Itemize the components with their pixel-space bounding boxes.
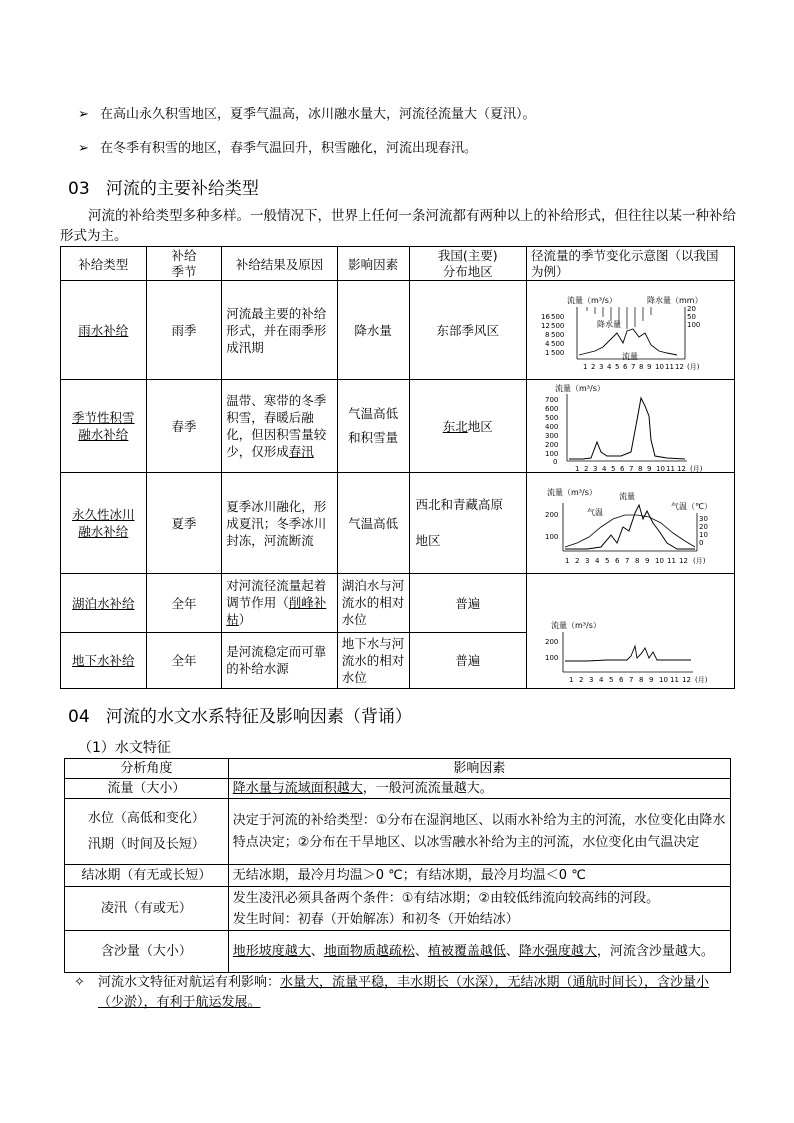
supply-type-cell: 永久性冰川 融水补给 — [61, 473, 147, 574]
svg-text:300: 300 — [544, 432, 559, 440]
svg-text:1: 1 — [582, 363, 588, 371]
svg-text:7: 7 — [628, 676, 634, 684]
svg-text:200: 200 — [544, 638, 559, 646]
svg-text:12: 12 — [681, 676, 691, 684]
factor-cell: 气温高低 — [337, 473, 409, 574]
table-row — [61, 574, 735, 633]
arrow-bullet-icon: ➢ — [78, 141, 89, 156]
result-cell: 对河流径流量起着调节作用（削峰补枯） — [222, 574, 338, 633]
svg-text:4: 4 — [598, 676, 604, 684]
svg-text:2: 2 — [590, 363, 596, 371]
factor-cell: 降水量 — [337, 281, 409, 380]
lake-groundwater-supply-chart — [527, 574, 734, 688]
svg-text:3: 3 — [592, 465, 598, 472]
header-cell: 分析角度 — [65, 759, 229, 779]
region-cell: 普遍 — [409, 574, 526, 633]
region-cell: 东北地区 — [409, 380, 526, 473]
series-label: 降水量 — [596, 320, 621, 329]
factor-cell: 发生凌汛必须具备两个条件：①有结冰期；②由较低纬流向较高纬的河段。 发生时间：初春（开始解冻）和初冬（开始结冰） — [228, 887, 730, 931]
subsection-title: （1）水文特征 — [78, 740, 171, 756]
svg-text:10: 10 — [654, 557, 664, 565]
snow-supply-chart — [527, 380, 734, 472]
table-header-row — [61, 247, 735, 281]
svg-text:10: 10 — [658, 676, 668, 684]
section-title-text: 河流的主要补给类型 — [105, 179, 259, 199]
angle-cell: 流量（大小） — [65, 779, 229, 799]
y-ticks — [545, 396, 558, 466]
result-cell: 温带、寒带的冬季积雪，春暖后融化，但因积雪量较少，仅形成春汛 — [222, 380, 338, 473]
svg-text:4: 4 — [606, 363, 612, 371]
svg-text:8: 8 — [637, 465, 643, 472]
header-cell: 影响因素 — [228, 759, 730, 779]
svg-text:(月): (月) — [694, 676, 708, 684]
svg-text:(月): (月) — [692, 557, 706, 565]
svg-text:12: 12 — [678, 557, 688, 565]
x-ticks — [575, 465, 703, 472]
factor-cell: 降水量与流域面积越大，一般河流流量越大。 — [228, 779, 730, 799]
svg-text:20: 20 — [686, 305, 696, 313]
supply-type-cell: 季节性积雪 融水补给 — [61, 380, 147, 473]
region-cell: 普遍 — [409, 632, 526, 689]
table-row — [61, 473, 735, 574]
table-header-row — [65, 759, 731, 779]
svg-text:11: 11 — [665, 465, 675, 472]
series2-label: 气温 — [586, 508, 603, 517]
glacier-supply-chart — [527, 473, 734, 573]
angle-cell: 水位（高低和变化） 汛期（时间及长短） — [65, 799, 229, 865]
result-cell: 是河流稳定而可靠的补给水源 — [222, 632, 338, 689]
table-row — [65, 931, 731, 973]
svg-text:100: 100 — [686, 321, 701, 329]
svg-text:700: 700 — [544, 396, 559, 404]
svg-text:2: 2 — [578, 676, 584, 684]
svg-text:2: 2 — [583, 465, 589, 472]
svg-text:3: 3 — [584, 557, 590, 565]
glacier-temp-line — [565, 515, 695, 547]
region-cell: 东部季风区 — [409, 281, 526, 380]
navigation-note: ✧ 河流水文特征对航运有利影响：水量大，流量平稳，丰水期长（水深），无结冰期（通航时间长），含沙量小（少淤），有利于航运发展。 — [74, 975, 710, 1010]
rain-supply-chart — [527, 281, 734, 379]
svg-text:1: 1 — [568, 676, 574, 684]
header-cell: 补给结果及原因 — [222, 247, 338, 281]
svg-text:500: 500 — [550, 331, 565, 339]
table-row — [65, 799, 731, 865]
svg-text:30: 30 — [698, 515, 708, 523]
supply-type-cell: 雨水补给 — [61, 281, 147, 380]
svg-text:1: 1 — [564, 557, 570, 565]
svg-text:11: 11 — [666, 557, 676, 565]
svg-text:10: 10 — [654, 363, 664, 371]
bullet-text: 在高山永久积雪地区，夏季气温高，冰川融水量大，河流径流量大（夏汛）。 — [100, 107, 536, 122]
svg-text:500: 500 — [550, 349, 565, 357]
section-03-title — [68, 174, 259, 199]
header-cell: 影响因素 — [337, 247, 409, 281]
svg-text:16: 16 — [540, 313, 550, 321]
series-label: 流量 — [618, 492, 635, 501]
svg-text:7: 7 — [628, 465, 634, 472]
y-axis-label: 流量（m³/s） — [546, 488, 597, 497]
header-cell: 补给 季节 — [146, 247, 222, 281]
bullet-line-2 — [78, 137, 477, 156]
svg-text:0: 0 — [698, 539, 704, 547]
x-ticks — [583, 363, 700, 371]
svg-text:500: 500 — [550, 313, 565, 321]
svg-text:(月): (月) — [686, 363, 700, 371]
y2-ticks — [687, 305, 700, 329]
bullet-text: 在冬季有积雪的地区，春季气温回升，积雪融化，河流出现春汛。 — [100, 141, 478, 156]
svg-text:11: 11 — [664, 363, 674, 371]
bullet-line-1 — [78, 103, 536, 122]
svg-text:10: 10 — [655, 465, 665, 472]
svg-text:5: 5 — [604, 557, 610, 565]
svg-text:10: 10 — [698, 531, 708, 539]
section-title-text: 河流的水文水系特征及影响因素（背诵） — [105, 707, 412, 727]
svg-text:600: 600 — [544, 405, 559, 413]
y-ticks — [541, 313, 564, 357]
svg-text:7: 7 — [630, 363, 636, 371]
intro-paragraph: 河流的补给类型多种多样。一般情况下，世界上任何一条河流都有两种以上的补给形式，但往往以某一种补给形式为主。 — [60, 208, 736, 244]
supply-type-cell: 湖泊水补给 — [61, 574, 147, 633]
table-row — [65, 779, 731, 799]
y2-axis-label: 降水量（mm） — [646, 296, 703, 305]
glacier-supply-chart-cell — [526, 473, 734, 574]
factor-cell: 无结冰期，最冷月均温＞0 ℃；有结冰期，最冷月均温＜0 ℃ — [228, 865, 730, 887]
angle-cell: 结冰期（有无或长短） — [65, 865, 229, 887]
snow-supply-chart-cell — [526, 380, 734, 473]
svg-text:7: 7 — [624, 557, 630, 565]
factor-cell: 气温高低 和积雪量 — [337, 380, 409, 473]
svg-text:12: 12 — [676, 465, 686, 472]
table-row — [61, 380, 735, 473]
svg-text:50: 50 — [686, 313, 696, 321]
supply-type-cell: 地下水补给 — [61, 632, 147, 689]
arrow-bullet-icon: ➢ — [78, 107, 89, 122]
svg-text:5: 5 — [610, 465, 616, 472]
snow-flow-line — [569, 398, 685, 459]
season-cell: 春季 — [146, 380, 222, 473]
angle-cell: 含沙量（大小） — [65, 931, 229, 973]
svg-text:9: 9 — [644, 557, 650, 565]
svg-text:100: 100 — [544, 654, 559, 662]
svg-text:400: 400 — [544, 423, 559, 431]
svg-text:200: 200 — [544, 511, 559, 519]
svg-text:5: 5 — [614, 363, 620, 371]
svg-text:4: 4 — [594, 557, 600, 565]
svg-text:8: 8 — [638, 363, 644, 371]
y2-ticks — [699, 515, 708, 547]
factor-cell: 湖泊水与河流水的相对水位 — [337, 574, 409, 633]
svg-text:2: 2 — [574, 557, 580, 565]
table-row — [61, 281, 735, 380]
svg-text:3: 3 — [588, 676, 594, 684]
svg-text:1: 1 — [574, 465, 580, 472]
region-cell: 西北和青藏高原 地区 — [409, 473, 526, 574]
hydrology-features-table — [64, 758, 731, 973]
svg-text:20: 20 — [698, 523, 708, 531]
svg-text:8: 8 — [634, 557, 640, 565]
svg-text:11: 11 — [669, 676, 679, 684]
svg-text:0: 0 — [552, 458, 558, 466]
y2-axis-label: 气温（℃） — [670, 502, 712, 511]
svg-text:9: 9 — [646, 465, 652, 472]
y-axis-label: 流量（m³/s） — [566, 296, 617, 305]
factor-cell: 地下水与河流水的相对水位 — [337, 632, 409, 689]
section-number: 03 — [68, 179, 90, 199]
series2-label: 流量 — [621, 352, 638, 361]
y-ticks — [545, 511, 558, 541]
svg-text:12: 12 — [674, 363, 684, 371]
table-row — [65, 865, 731, 887]
svg-text:8: 8 — [638, 676, 644, 684]
svg-text:5: 5 — [608, 676, 614, 684]
lake-flow-line — [565, 646, 691, 661]
svg-text:8: 8 — [544, 331, 550, 339]
section-number: 04 — [68, 707, 90, 727]
svg-text:200: 200 — [544, 441, 559, 449]
svg-text:6: 6 — [618, 676, 624, 684]
svg-text:3: 3 — [598, 363, 604, 371]
rain-supply-chart-cell — [526, 281, 734, 380]
season-cell: 全年 — [146, 632, 222, 689]
header-cell: 径流量的季节变化示意图（以我国为例） — [526, 247, 734, 281]
svg-text:6: 6 — [614, 557, 620, 565]
svg-text:6: 6 — [619, 465, 625, 472]
svg-text:500: 500 — [544, 414, 559, 422]
svg-text:12: 12 — [540, 322, 550, 330]
season-cell: 全年 — [146, 574, 222, 633]
season-cell: 雨季 — [146, 281, 222, 380]
svg-text:9: 9 — [648, 676, 654, 684]
svg-text:4: 4 — [544, 340, 550, 348]
header-cell: 补给类型 — [61, 247, 147, 281]
result-cell: 河流最主要的补给形式，并在雨季形成汛期 — [222, 281, 338, 380]
svg-text:500: 500 — [550, 322, 565, 330]
factor-cell: 地形坡度越大、地面物质越疏松、植被覆盖越低、降水强度越大，河流含沙量越大。 — [228, 931, 730, 973]
supply-types-table — [60, 246, 735, 689]
lake-groundwater-chart-cell — [526, 574, 734, 689]
table-row — [65, 887, 731, 931]
factor-cell: 决定于河流的补给类型：①分布在湿润地区、以雨水补给为主的河流，水位变化由降水特点决定；②分布在干旱地区、以冰雪融水补给为主的河流，水位变化由气温决定 — [228, 799, 730, 865]
svg-text:4: 4 — [601, 465, 607, 472]
y-ticks — [545, 638, 558, 662]
svg-text:6: 6 — [622, 363, 628, 371]
glacier-flow-line — [565, 505, 695, 549]
x-ticks — [565, 557, 706, 565]
season-cell: 夏季 — [146, 473, 222, 574]
svg-text:500: 500 — [550, 340, 565, 348]
svg-text:9: 9 — [646, 363, 652, 371]
angle-cell: 凌汛（有或无） — [65, 887, 229, 931]
svg-text:(月): (月) — [689, 465, 703, 472]
y-axis-label: 流量（m³/s） — [550, 621, 601, 630]
diamond-star-icon: ✧ — [74, 975, 85, 990]
svg-text:1: 1 — [544, 349, 550, 357]
svg-text:100: 100 — [544, 450, 559, 458]
x-ticks — [569, 676, 708, 684]
result-cell: 夏季冰川融化，形成夏汛；冬季冰川封冻，河流断流 — [222, 473, 338, 574]
section-04-title — [68, 702, 412, 727]
header-cell: 我国(主要) 分布地区 — [409, 247, 526, 281]
svg-text:100: 100 — [544, 533, 559, 541]
y-axis-label: 流量（m³/s） — [554, 384, 605, 393]
